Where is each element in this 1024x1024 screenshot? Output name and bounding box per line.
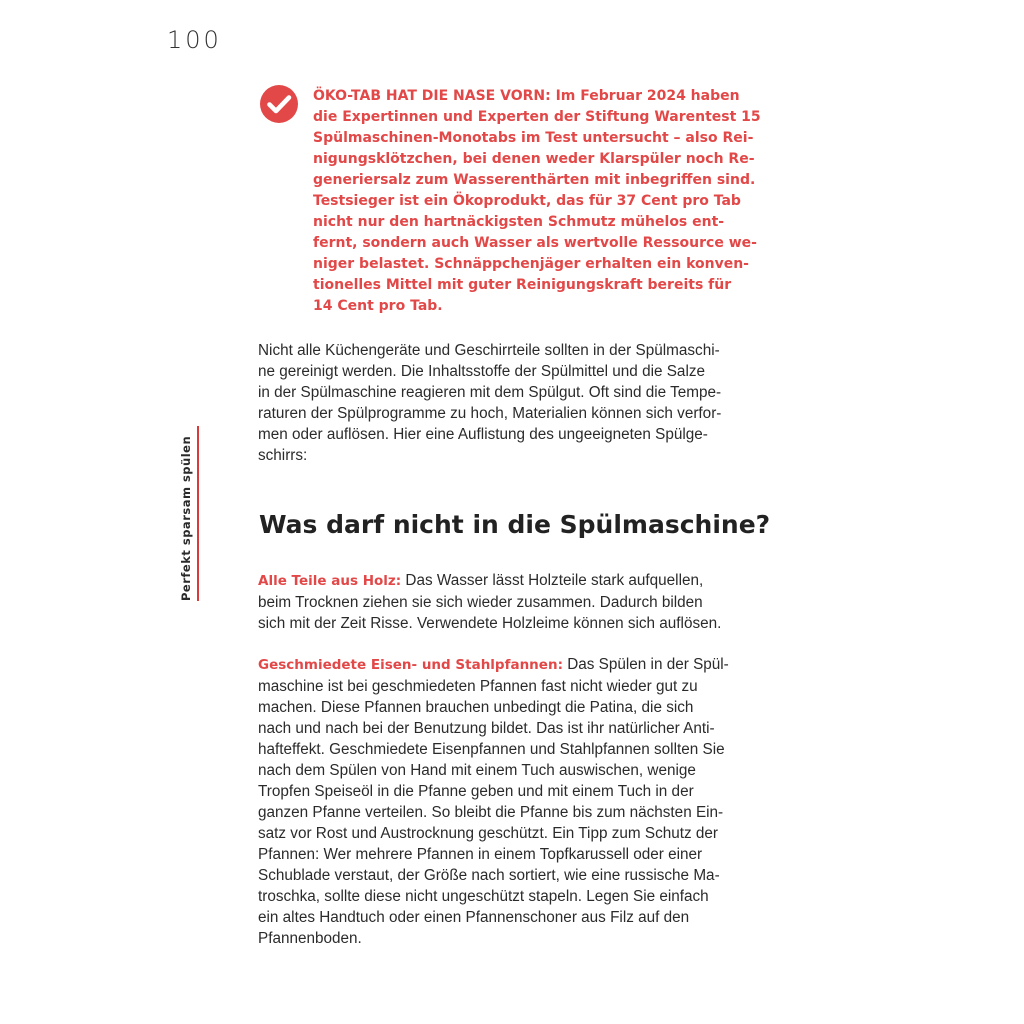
paragraph-pans (258, 654, 778, 949)
paragraph-lead: Geschmiedete Eisen- und Stahlpfannen: (258, 657, 563, 673)
paragraph-body: Das Spülen in der Spül- maschine ist bei geschmiedeten Pfannen fast nicht wieder gut zu machen. Diese Pfannen brauchen unbedingt die Patina, die sich nach und nach bei der Benutzung bildet. Das ist ihr natürlicher Anti- hafteffekt. Geschmiedete Eisenpfannen und Stahlpfannen sollten Sie nach dem Spülen von Hand mit einem Tuch auswischen, wenige Tropfen Speiseöl in die Pfanne geben und mit einem Tuch in der ganzen Pfanne verteilen. So bleibt die Pfanne bis zum nächsten Ein- satz vor Rost und Austrocknung geschützt. Ein Tipp zum Schutz der Pfannen: Wer mehrere Pfannen in einem Topfkarussell oder einer Schublade verstaut, der Größe nach sortiert, wie eine russische Ma- troschka, sollte diese nicht ungeschützt stapeln. Legen Sie einfach ein altes Handtuch oder einen Pfannenschoner aus Filz auf den Pfannenboden. (258, 656, 729, 947)
section-heading: Was darf nicht in die Spülmaschine? (259, 510, 771, 539)
running-section-label: Perfekt sparsam spülen (178, 426, 199, 601)
tip-text: ÖKO-TAB HAT DIE NASE VORN: Im Februar 2024 haben die Expertinnen und Experten der Stiftung Warentest 15 Spülmaschinen-Monotabs im Test untersucht – also Rei- nigungsklötzchen, bei denen weder Klarspüler noch Re- generiersalz zum Wasserenthärten mit inbegriffen sind. Testsieger ist ein Ökoprodukt, das für 37 Cent pro Tab nicht nur den hartnäckigsten Schmutz mühelos ent- fernt, sondern auch Wasser als wertvolle Ressource we- niger belastet. Schnäppchenjäger erhalten ein konven- tionelles Mittel mit guter Reinigungskraft bereits für 14 Cent pro Tab. (313, 88, 761, 314)
intro-paragraph: Nicht alle Küchengeräte und Geschirrteile sollten in der Spülmaschi- ne gereinigt werden. Die Inhaltsstoffe der Spülmittel und die Salze in der Spülmaschine reagieren mit dem Spülgut. Oft sind die Tempe- raturen der Spülprogramme zu hoch, Materialien können sich verfor- men oder auflösen. Hier eine Auflistung des ungeeigneten Spülge- schirrs: (258, 342, 722, 464)
paragraph-body: Das Wasser lässt Holzteile stark aufquellen, beim Trocknen ziehen sie sich wieder zusammen. Dadurch bilden sich mit der Zeit Risse. Verwendete Holzleime können sich auflösen. (258, 572, 722, 632)
paragraph-lead: Alle Teile aus Holz: (258, 573, 402, 589)
page-number: 100 (167, 26, 222, 54)
check-circle-icon (259, 84, 299, 124)
paragraph-wood (258, 570, 778, 634)
